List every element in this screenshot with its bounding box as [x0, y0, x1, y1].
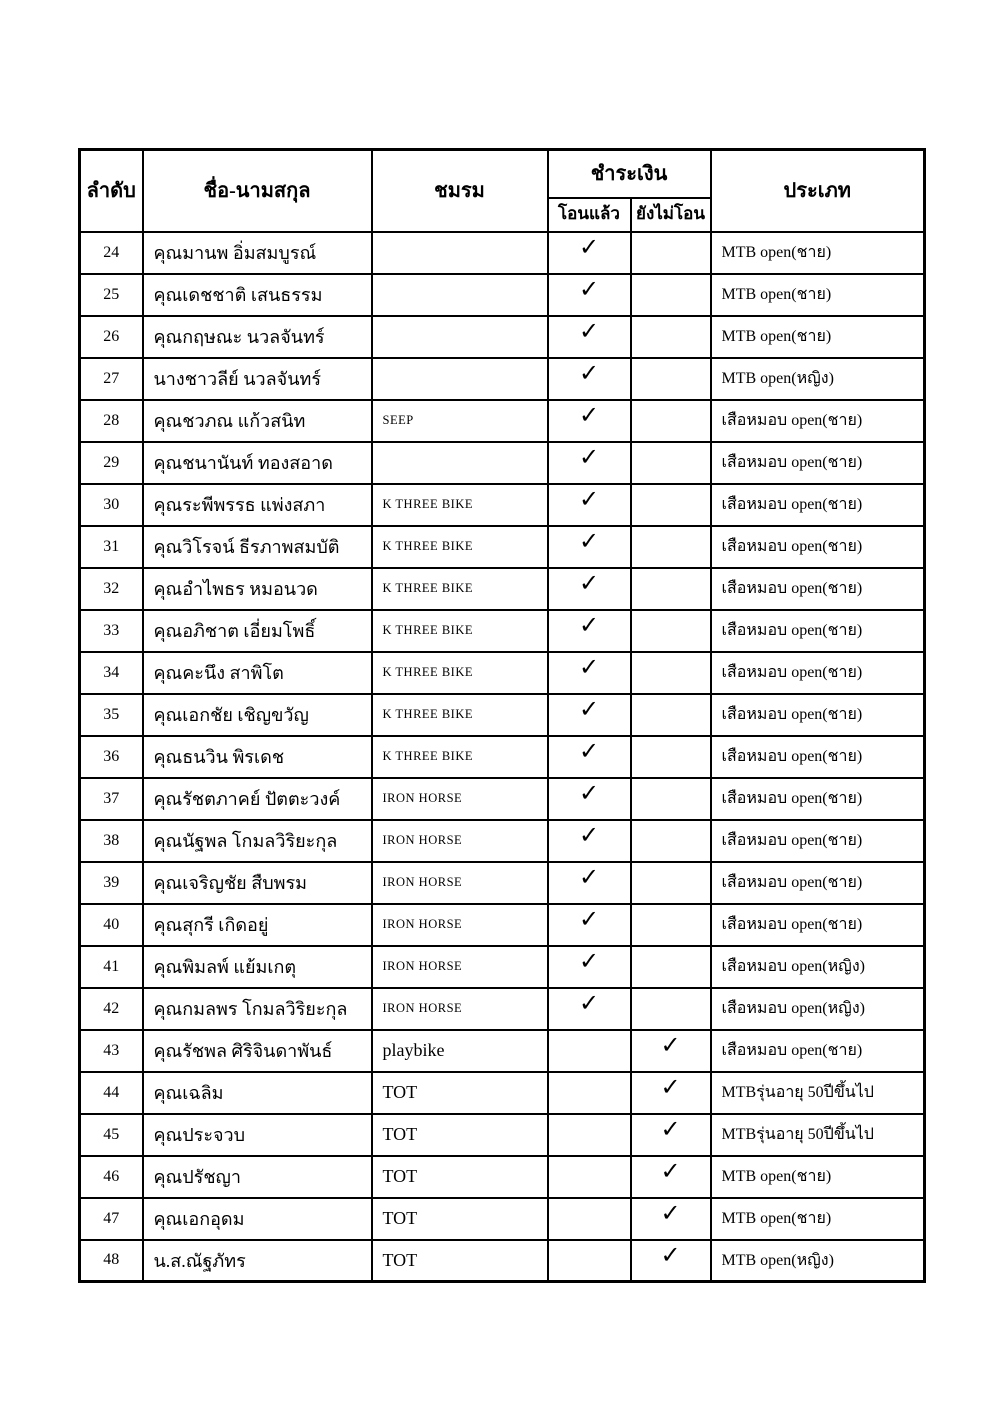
- header-no: ลำดับ: [80, 150, 143, 232]
- row-category: MTB open(ชาย): [711, 1156, 925, 1198]
- header-category: ประเภท: [711, 150, 925, 232]
- row-club: K THREE BIKE: [372, 610, 548, 652]
- row-club: IRON HORSE: [372, 946, 548, 988]
- unpaid-checkmark: ✓: [631, 1114, 711, 1156]
- unpaid-checkmark: [631, 526, 711, 568]
- row-category: MTB open(ชาย): [711, 232, 925, 274]
- row-number: 36: [80, 736, 143, 778]
- row-name: คุณเอกอุดม: [143, 1198, 372, 1240]
- row-category: เสือหมอบ open(ชาย): [711, 736, 925, 778]
- paid-checkmark: [548, 1072, 631, 1114]
- table-row: [80, 526, 925, 568]
- row-name: คุณนัฐพล โกมลวิริยะกุล: [143, 820, 372, 862]
- row-category: MTBรุ่นอายุ 50ปีขึ้นไป: [711, 1072, 925, 1114]
- row-name: คุณระพีพรรธ แพ่งสภา: [143, 484, 372, 526]
- paid-checkmark: ✓: [548, 820, 631, 862]
- row-number: 44: [80, 1072, 143, 1114]
- row-club: IRON HORSE: [372, 820, 548, 862]
- row-name: คุณพิมลพ์ แย้มเกตุ: [143, 946, 372, 988]
- row-category: เสือหมอบ open(ชาย): [711, 568, 925, 610]
- row-club: IRON HORSE: [372, 862, 548, 904]
- unpaid-checkmark: [631, 736, 711, 778]
- table-row: [80, 610, 925, 652]
- header-name: ชื่อ-นามสกุล: [143, 150, 372, 232]
- registration-table: [78, 148, 926, 1283]
- header-unpaid: ยังไม่โอน: [631, 198, 711, 232]
- paid-checkmark: ✓: [548, 232, 631, 274]
- row-category: MTB open(หญิง): [711, 358, 925, 400]
- row-name: คุณกมลพร โกมลวิริยะกุล: [143, 988, 372, 1030]
- unpaid-checkmark: [631, 400, 711, 442]
- row-name: คุณเดชชาติ เสนธรรม: [143, 274, 372, 316]
- row-name: นางชาวลีย์ นวลจันทร์: [143, 358, 372, 400]
- row-club: SEEP: [372, 400, 548, 442]
- row-name: คุณเฉลิม: [143, 1072, 372, 1114]
- unpaid-checkmark: [631, 862, 711, 904]
- row-number: 48: [80, 1240, 143, 1282]
- paid-checkmark: ✓: [548, 442, 631, 484]
- row-category: MTB open(ชาย): [711, 274, 925, 316]
- row-number: 25: [80, 274, 143, 316]
- table-row: [80, 862, 925, 904]
- table-row: [80, 694, 925, 736]
- row-club: [372, 232, 548, 274]
- paid-checkmark: ✓: [548, 694, 631, 736]
- paid-checkmark: ✓: [548, 358, 631, 400]
- row-number: 39: [80, 862, 143, 904]
- unpaid-checkmark: [631, 988, 711, 1030]
- row-number: 45: [80, 1114, 143, 1156]
- paid-checkmark: ✓: [548, 316, 631, 358]
- row-category: MTBรุ่นอายุ 50ปีขึ้นไป: [711, 1114, 925, 1156]
- row-name: คุณรัชตภาคย์ ปัตตะวงค์: [143, 778, 372, 820]
- row-category: เสือหมอบ open(ชาย): [711, 484, 925, 526]
- unpaid-checkmark: [631, 778, 711, 820]
- table-row: [80, 274, 925, 316]
- row-number: 29: [80, 442, 143, 484]
- paid-checkmark: ✓: [548, 946, 631, 988]
- row-name: คุณสุกรี เกิดอยู่: [143, 904, 372, 946]
- paid-checkmark: [548, 1030, 631, 1072]
- row-number: 24: [80, 232, 143, 274]
- row-club: TOT: [372, 1156, 548, 1198]
- table-header: [80, 150, 925, 232]
- row-number: 42: [80, 988, 143, 1030]
- row-number: 47: [80, 1198, 143, 1240]
- unpaid-checkmark: [631, 652, 711, 694]
- row-category: เสือหมอบ open(ชาย): [711, 904, 925, 946]
- paid-checkmark: ✓: [548, 904, 631, 946]
- row-number: 37: [80, 778, 143, 820]
- unpaid-checkmark: ✓: [631, 1030, 711, 1072]
- row-number: 33: [80, 610, 143, 652]
- row-club: [372, 442, 548, 484]
- table-row: [80, 484, 925, 526]
- row-name: คุณเจริญชัย สืบพรม: [143, 862, 372, 904]
- unpaid-checkmark: [631, 904, 711, 946]
- row-name: คุณธนวิน พิรเดช: [143, 736, 372, 778]
- paid-checkmark: ✓: [548, 652, 631, 694]
- row-number: 31: [80, 526, 143, 568]
- row-club: K THREE BIKE: [372, 484, 548, 526]
- row-number: 30: [80, 484, 143, 526]
- paid-checkmark: ✓: [548, 526, 631, 568]
- row-club: [372, 358, 548, 400]
- row-number: 40: [80, 904, 143, 946]
- paid-checkmark: [548, 1114, 631, 1156]
- row-club: TOT: [372, 1240, 548, 1282]
- paid-checkmark: [548, 1156, 631, 1198]
- table-row: [80, 988, 925, 1030]
- header-club: ชมรม: [372, 150, 548, 232]
- row-club: IRON HORSE: [372, 988, 548, 1030]
- table-row: [80, 1198, 925, 1240]
- row-club: K THREE BIKE: [372, 694, 548, 736]
- table-row: [80, 1156, 925, 1198]
- paid-checkmark: ✓: [548, 736, 631, 778]
- table-row: [80, 904, 925, 946]
- table-row: [80, 316, 925, 358]
- row-number: 28: [80, 400, 143, 442]
- table-row: [80, 652, 925, 694]
- row-number: 27: [80, 358, 143, 400]
- table-row: [80, 820, 925, 862]
- unpaid-checkmark: [631, 568, 711, 610]
- row-category: เสือหมอบ open(หญิง): [711, 946, 925, 988]
- paid-checkmark: ✓: [548, 400, 631, 442]
- row-number: 43: [80, 1030, 143, 1072]
- row-category: MTB open(หญิง): [711, 1240, 925, 1282]
- row-name: คุณคะนึง สาพิโต: [143, 652, 372, 694]
- header-paid: โอนแล้ว: [548, 198, 631, 232]
- row-name: คุณเอกชัย เชิญขวัญ: [143, 694, 372, 736]
- row-name: คุณปรัชญา: [143, 1156, 372, 1198]
- row-category: เสือหมอบ open(ชาย): [711, 820, 925, 862]
- row-name: คุณประจวบ: [143, 1114, 372, 1156]
- table-row: [80, 1114, 925, 1156]
- table-row: [80, 1072, 925, 1114]
- row-name: คุณอภิชาต เอี่ยมโพธิ์: [143, 610, 372, 652]
- row-club: K THREE BIKE: [372, 568, 548, 610]
- row-name: คุณชวภณ แก้วสนิท: [143, 400, 372, 442]
- row-club: [372, 316, 548, 358]
- row-club: TOT: [372, 1114, 548, 1156]
- table-row: [80, 1030, 925, 1072]
- table-row: [80, 568, 925, 610]
- row-category: เสือหมอบ open(ชาย): [711, 862, 925, 904]
- row-number: 26: [80, 316, 143, 358]
- unpaid-checkmark: ✓: [631, 1198, 711, 1240]
- row-number: 46: [80, 1156, 143, 1198]
- paid-checkmark: ✓: [548, 988, 631, 1030]
- table-row: [80, 778, 925, 820]
- table-row: [80, 736, 925, 778]
- paid-checkmark: ✓: [548, 610, 631, 652]
- table-row: [80, 946, 925, 988]
- row-name: คุณวิโรจน์ ธีรภาพสมบัติ: [143, 526, 372, 568]
- paid-checkmark: ✓: [548, 568, 631, 610]
- paid-checkmark: [548, 1240, 631, 1282]
- row-name: คุณกฤษณะ นวลจันทร์: [143, 316, 372, 358]
- table-row: [80, 232, 925, 274]
- row-club: IRON HORSE: [372, 778, 548, 820]
- unpaid-checkmark: [631, 946, 711, 988]
- unpaid-checkmark: [631, 274, 711, 316]
- row-name: คุณชนานันท์ ทองสอาด: [143, 442, 372, 484]
- paid-checkmark: ✓: [548, 862, 631, 904]
- unpaid-checkmark: [631, 316, 711, 358]
- row-number: 35: [80, 694, 143, 736]
- row-name: คุณรัชพล ศิริจินดาพันธ์: [143, 1030, 372, 1072]
- row-category: MTB open(ชาย): [711, 316, 925, 358]
- unpaid-checkmark: [631, 610, 711, 652]
- row-number: 41: [80, 946, 143, 988]
- header-payment: ชำระเงิน: [548, 150, 711, 198]
- row-category: เสือหมอบ open(ชาย): [711, 400, 925, 442]
- row-number: 34: [80, 652, 143, 694]
- paid-checkmark: ✓: [548, 778, 631, 820]
- row-category: MTB open(ชาย): [711, 1198, 925, 1240]
- row-club: [372, 274, 548, 316]
- table-row: [80, 400, 925, 442]
- row-club: K THREE BIKE: [372, 652, 548, 694]
- unpaid-checkmark: [631, 484, 711, 526]
- row-category: เสือหมอบ open(ชาย): [711, 610, 925, 652]
- row-name: คุณอำไพธร หมอนวด: [143, 568, 372, 610]
- table-row: [80, 442, 925, 484]
- row-club: K THREE BIKE: [372, 736, 548, 778]
- row-club: playbike: [372, 1030, 548, 1072]
- row-category: เสือหมอบ open(ชาย): [711, 778, 925, 820]
- unpaid-checkmark: [631, 358, 711, 400]
- row-name: น.ส.ณัฐภัทร: [143, 1240, 372, 1282]
- paid-checkmark: ✓: [548, 484, 631, 526]
- unpaid-checkmark: ✓: [631, 1240, 711, 1282]
- row-category: เสือหมอบ open(หญิง): [711, 988, 925, 1030]
- unpaid-checkmark: ✓: [631, 1156, 711, 1198]
- unpaid-checkmark: [631, 442, 711, 484]
- row-number: 38: [80, 820, 143, 862]
- row-club: K THREE BIKE: [372, 526, 548, 568]
- table-row: [80, 1240, 925, 1282]
- unpaid-checkmark: [631, 232, 711, 274]
- row-category: เสือหมอบ open(ชาย): [711, 1030, 925, 1072]
- row-name: คุณมานพ อิ่มสมบูรณ์: [143, 232, 372, 274]
- row-club: IRON HORSE: [372, 904, 548, 946]
- row-category: เสือหมอบ open(ชาย): [711, 694, 925, 736]
- row-number: 32: [80, 568, 143, 610]
- unpaid-checkmark: [631, 694, 711, 736]
- table-row: [80, 358, 925, 400]
- row-club: TOT: [372, 1198, 548, 1240]
- unpaid-checkmark: ✓: [631, 1072, 711, 1114]
- row-club: TOT: [372, 1072, 548, 1114]
- unpaid-checkmark: [631, 820, 711, 862]
- table-body: [80, 232, 925, 1282]
- row-category: เสือหมอบ open(ชาย): [711, 442, 925, 484]
- paid-checkmark: ✓: [548, 274, 631, 316]
- paid-checkmark: [548, 1198, 631, 1240]
- row-category: เสือหมอบ open(ชาย): [711, 526, 925, 568]
- row-category: เสือหมอบ open(ชาย): [711, 652, 925, 694]
